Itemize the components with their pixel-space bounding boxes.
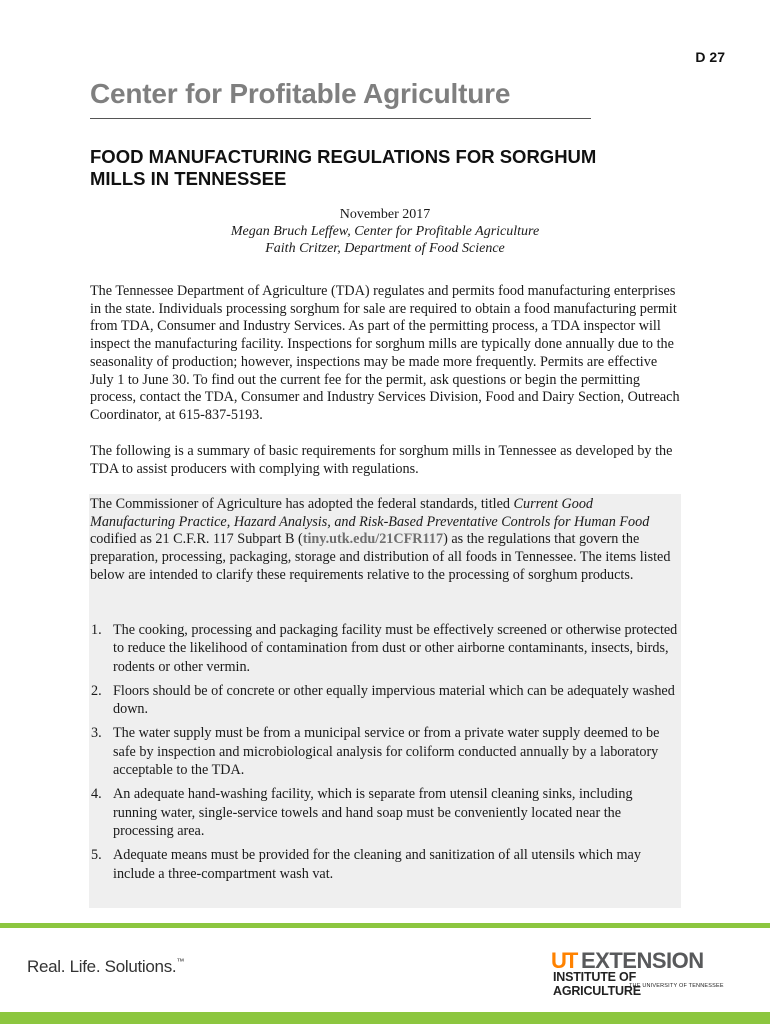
document-title-line1: FOOD MANUFACTURING REGULATIONS FOR SORGHUM bbox=[90, 146, 597, 167]
author-1: Megan Bruch Leffew, Center for Profitable Agriculture bbox=[230, 224, 540, 239]
list-item bbox=[90, 846, 680, 883]
regulation-citation: codified as 21 C.F.R. 117 Subpart B ( bbox=[90, 531, 303, 548]
list-item-number: 1. bbox=[91, 622, 102, 638]
tagline-text: Real. Life. Solutions. bbox=[27, 957, 177, 976]
document-title-line2: MILLS IN TENNESSEE bbox=[90, 168, 287, 189]
author-2: Faith Critzer, Department of Food Science bbox=[265, 241, 505, 256]
regulation-title: Current Good Manufacturing Practice, Hazard Analysis, and Risk-Based Preventative Controls for Human Food bbox=[90, 496, 650, 530]
list-item-text: An adequate hand-washing facility, which is separate from utensil cleaning sinks, including running water, single-service towels and hand soap must be conveniently located near the processing area. bbox=[113, 786, 633, 839]
regulation-intro: The Commissioner of Agriculture has adopted the federal standards, titled bbox=[90, 496, 514, 512]
list-item-text: Floors should be of concrete or other equally impervious material which can be adequately washed down. bbox=[113, 682, 675, 718]
list-item bbox=[90, 785, 680, 840]
publication-date: November 2017 bbox=[339, 207, 431, 222]
logo-institute-text: INSTITUTE OF AGRICULTURE bbox=[553, 970, 641, 998]
list-item bbox=[90, 621, 680, 676]
regulation-link[interactable]: tiny.utk.edu/21CFR117 bbox=[302, 531, 444, 548]
footer-bottom-bar bbox=[0, 1012, 770, 1024]
trademark-symbol: ™ bbox=[176, 957, 185, 966]
title-divider bbox=[90, 118, 591, 119]
footer-accent-line bbox=[0, 923, 770, 928]
document-title bbox=[90, 146, 690, 190]
center-title: Center for Profitable Agriculture bbox=[90, 78, 511, 109]
intro-paragraph: The Tennessee Department of Agriculture (TDA) regulates and permits food manufacturing enterprises in the state. Individuals processing sorghum for sale are required to obtain a food manufacturing permit from TDA, Consumer and Industry Services. As part of the permitting process, a TDA inspector will inspect the manufacturing facility. Inspections for sorghum mills are typically done annually due to the seasonality of production; however, inspections may be made more frequently. Permits are effective July 1 to June 30. To find out the current fee for the permit, ask questions or begin the permitting process, contact the TDA, Consumer and Industry Services Division, Food and Dairy Section, Outreach Coordinator, at 615-837-5193. bbox=[90, 283, 680, 423]
requirements-list bbox=[90, 621, 680, 889]
ut-logo-mark: UT bbox=[551, 948, 577, 973]
regulation-paragraph bbox=[90, 496, 680, 585]
list-item bbox=[90, 682, 680, 719]
byline bbox=[90, 206, 680, 257]
summary-paragraph: The following is a summary of basic requirements for sorghum mills in Tennessee as developed by the TDA to assist producers with complying with regulations. bbox=[90, 443, 673, 477]
logo-university-text: THE UNIVERSITY OF TENNESSEE bbox=[629, 983, 724, 989]
list-item bbox=[90, 724, 680, 779]
list-item-number: 3. bbox=[91, 725, 102, 742]
footer-tagline bbox=[27, 957, 184, 977]
list-item-text: Adequate means must be provided for the cleaning and sanitization of all utensils which may include a three-compartment wash vat. bbox=[113, 847, 641, 882]
document-code: D 27 bbox=[695, 49, 725, 65]
list-item-number: 4. bbox=[91, 786, 102, 803]
list-item-number: 5. bbox=[91, 847, 102, 864]
list-item-text: The water supply must be from a municipal service or from a private water supply deemed to be safe by inspection and microbiological analysis for coliform conducted annually by a laboratory acceptable to the TDA. bbox=[113, 725, 660, 779]
logo-extension-text: EXTENSION bbox=[581, 948, 704, 973]
list-item-number: 2. bbox=[91, 682, 102, 699]
regulation-end: ) as the regulations that govern the preparation, processing, packaging, storage and distribution of all foods in Tennessee. The items listed below are intended to clarify these requirements relative to the processing of sorghum products. bbox=[90, 531, 671, 583]
ut-extension-logo bbox=[551, 948, 726, 998]
list-item-text: The cooking, processing and packaging facility must be effectively screened or otherwise protected to reduce the likelihood of contamination from dust or other airborne contaminants, insects, birds, rodents or other vermin. bbox=[113, 622, 678, 675]
